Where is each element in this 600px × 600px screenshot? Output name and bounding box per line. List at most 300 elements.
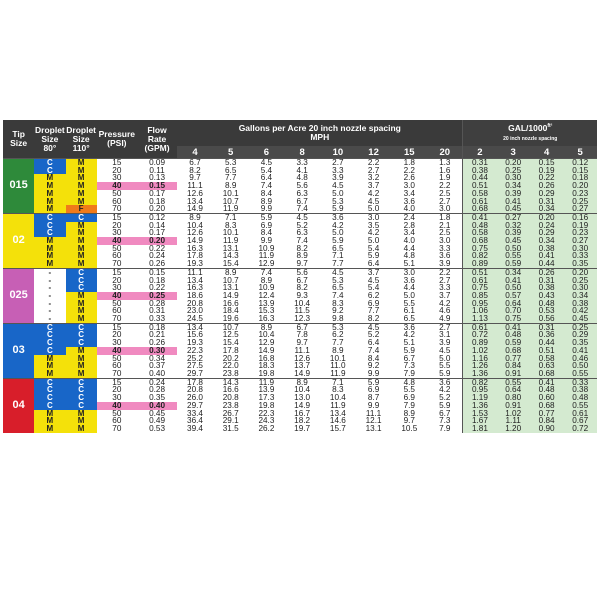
- gpa-cell: 22.0: [222, 362, 239, 370]
- flow-rate-cell: 0.18: [149, 197, 165, 206]
- gpa-cell: 9.7: [403, 417, 415, 425]
- gpa-cell: 11.9: [330, 401, 346, 410]
- table-row: [3, 362, 597, 370]
- gpa-cell: 36.4: [187, 417, 203, 425]
- gpa-cell: 17.8: [222, 346, 239, 355]
- gpa-cell: 24.3: [258, 417, 275, 425]
- gpa-cell: 13.4: [187, 276, 203, 285]
- droplet-110-cell: M: [66, 167, 97, 175]
- pressure-cell: 50: [112, 354, 122, 363]
- gpa-cell: 3.6: [427, 378, 463, 386]
- gal-cell: 0.58: [530, 355, 563, 363]
- gal-cell: 0.50: [496, 245, 529, 253]
- gpa-cell: 3.6: [403, 197, 415, 206]
- pressure-cell: 15: [97, 323, 137, 331]
- gpa-cell: 4.2: [439, 386, 451, 395]
- gpa-cell: 23.8: [222, 401, 239, 410]
- gpa-cell: 12.9: [258, 339, 275, 347]
- gal-cell: 0.48: [463, 222, 496, 230]
- flow-rate-cell: 0.25: [137, 292, 177, 300]
- gpa-cell: 5.4: [260, 166, 273, 175]
- gpa-cell: 6.7: [177, 159, 213, 167]
- droplet-80-cell: -: [34, 277, 65, 285]
- gpa-cell: 7.4: [260, 182, 273, 190]
- gpa-cell: 5.9: [249, 213, 285, 221]
- gpa-cell: 8.9: [249, 323, 285, 331]
- gal-cell: 0.44: [530, 260, 563, 268]
- tip-size-cell: 015: [3, 159, 34, 214]
- flow-rate-cell: 0.20: [149, 205, 165, 214]
- gal-cell: 0.43: [530, 292, 563, 300]
- gpa-cell: 5.0: [367, 205, 380, 214]
- gpa-cell: 7.7: [332, 260, 344, 269]
- gpa-cell: 12.1: [365, 417, 382, 425]
- mph-col-header: 5: [213, 146, 249, 158]
- gpa-cell: 2.7: [439, 276, 451, 285]
- gpa-cell: 33.4: [187, 409, 203, 418]
- pressure-cell: 70: [112, 424, 122, 433]
- gpa-cell: 13.1: [222, 244, 239, 253]
- gpa-cell: 31.5: [222, 424, 239, 433]
- gal-cell: 0.75: [463, 284, 496, 292]
- gpa-cell: 8.4: [260, 229, 273, 238]
- gpa-cell: 10.5: [401, 424, 418, 433]
- gpa-cell: 9.2: [367, 362, 380, 370]
- gal-cell: 0.33: [563, 252, 597, 260]
- gpa-cell: 11.9: [223, 237, 239, 245]
- gpa-cell: 3.4: [403, 189, 415, 198]
- gpa-cell: 6.1: [403, 307, 415, 316]
- gal-cell: 0.58: [463, 229, 496, 237]
- mph-col-header: 8: [284, 146, 320, 158]
- table-row: [3, 323, 597, 331]
- gpa-cell: 10.4: [294, 386, 311, 395]
- spray-table: [3, 120, 597, 433]
- gal-cell: 0.91: [496, 370, 529, 378]
- gpa-cell: 27.5: [187, 362, 203, 370]
- pressure-cell: 70: [112, 260, 122, 269]
- gpa-cell: 13.4: [177, 323, 213, 331]
- gpa-cell: 2.1: [439, 221, 451, 230]
- table-row: [3, 277, 597, 285]
- gpa-cell: 3.6: [391, 323, 427, 331]
- gpa-cell: 8.9: [260, 197, 273, 206]
- gpa-cell: 5.0: [332, 189, 344, 198]
- gpa-cell: 20.2: [222, 354, 239, 363]
- gpa-cell: 3.7: [439, 291, 451, 300]
- droplet-110-cell: C: [66, 386, 97, 394]
- gpa-cell: 2.7: [367, 166, 380, 175]
- droplet-80-cell: -: [34, 300, 65, 308]
- gpa-cell: 15.4: [222, 260, 239, 269]
- gpa-cell: 4.5: [320, 268, 356, 276]
- gpa-cell: 3.3: [332, 166, 344, 175]
- pressure-cell: 20: [112, 331, 122, 340]
- gpa-cell: 7.7: [225, 174, 237, 183]
- flow-rate-cell: 0.28: [149, 299, 165, 308]
- gal-cell: 0.20: [563, 182, 597, 190]
- gal-cell: 0.82: [463, 252, 496, 260]
- gpa-cell: 14.6: [329, 417, 346, 425]
- gal-cell: 0.20: [530, 213, 563, 221]
- pressure-cell: 20: [112, 221, 122, 230]
- droplet-110-cell: M: [66, 370, 97, 378]
- droplet-80-cell: M: [34, 205, 65, 213]
- gpa-cell: 15.3: [258, 307, 275, 316]
- gal-cell: 0.90: [530, 425, 563, 433]
- gpa-cell: 12.6: [294, 354, 311, 363]
- gpa-cell: 9.7: [296, 260, 308, 269]
- gpa-cell: 1.3: [427, 159, 463, 167]
- gpa-cell: 9.2: [332, 307, 344, 316]
- droplet-80-cell: -: [34, 307, 65, 315]
- droplet-110-cell: M: [66, 159, 97, 167]
- gpa-cell: 8.2: [296, 284, 308, 292]
- gpa-cell: 16.8: [258, 354, 275, 363]
- gpa-cell: 11.5: [294, 307, 310, 316]
- flow-rate-cell: 0.37: [149, 362, 165, 370]
- droplet-80-cell: C: [34, 323, 65, 331]
- table-row: [3, 190, 597, 198]
- gpa-cell: 2.5: [439, 189, 451, 198]
- gal-cell: 0.29: [563, 331, 597, 339]
- gal-cell: 0.38: [563, 386, 597, 394]
- droplet-80-cell: M: [34, 190, 65, 198]
- gal-cell: 0.38: [463, 167, 496, 175]
- gpa-cell: 4.4: [403, 244, 415, 253]
- flow-rate-cell: 0.15: [137, 182, 177, 190]
- flow-rate-cell: 0.11: [149, 166, 165, 175]
- gpa-cell: 7.4: [367, 346, 380, 355]
- pressure-cell: 40: [97, 347, 137, 355]
- gpa-cell: 16.3: [187, 244, 203, 253]
- gpa-cell: 5.1: [403, 260, 415, 269]
- table-row: [3, 417, 597, 425]
- gpa-cell: 8.9: [296, 252, 308, 261]
- gpa-cell: 5.9: [439, 369, 451, 378]
- gpa-cell: 17.8: [187, 252, 203, 261]
- pressure-cell: 50: [112, 244, 122, 253]
- gal-cell: 0.68: [496, 347, 529, 355]
- gpa-cell: 13.4: [329, 409, 346, 418]
- table-row: [3, 167, 597, 175]
- pressure-cell: 60: [112, 307, 122, 316]
- gpa-cell: 17.3: [258, 394, 275, 402]
- gal-cell: 0.20: [496, 159, 529, 167]
- gpa-cell: 14.9: [187, 237, 203, 245]
- gpa-cell: 3.9: [439, 339, 451, 347]
- gpa-cell: 3.3: [284, 159, 320, 167]
- gpa-cell: 22.3: [187, 346, 203, 355]
- droplet-110-cell: C: [66, 277, 97, 285]
- gpa-cell: 5.5: [439, 362, 451, 370]
- droplet-110-cell: M: [66, 315, 97, 323]
- gpa-cell: 7.1: [320, 378, 356, 386]
- droplet-110-cell: C: [66, 378, 97, 386]
- gal-cell: 1.19: [463, 394, 496, 402]
- gpa-cell: 5.3: [332, 197, 344, 206]
- gal-cell: 1.02: [496, 410, 529, 418]
- flow-rate-cell: 0.53: [149, 424, 165, 433]
- flow-rate-cell: 0.31: [149, 307, 165, 316]
- gal-cell: 0.22: [530, 174, 563, 182]
- pressure-cell: 15: [97, 159, 137, 167]
- gpa-cell: 4.5: [367, 197, 380, 206]
- gpa-cell: 11.1: [294, 346, 310, 355]
- gal-cell: 0.25: [563, 277, 597, 285]
- gal-cell: 0.42: [563, 307, 597, 315]
- gpa-cell: 5.9: [332, 205, 344, 214]
- gpa-cell: 9.8: [332, 315, 344, 324]
- gal-cell: 0.18: [563, 174, 597, 182]
- gal-cell: 0.89: [463, 260, 496, 268]
- gal-cell: 0.64: [496, 386, 529, 394]
- gpa-cell: 19.7: [294, 424, 311, 433]
- gpa-cell: 3.2: [367, 174, 380, 183]
- gpa-cell: 10.4: [329, 394, 346, 402]
- gpa-cell: 5.9: [367, 252, 380, 261]
- gpa-cell: 3.7: [356, 268, 392, 276]
- droplet-110-cell: C: [66, 323, 97, 331]
- gpa-cell: 14.9: [258, 346, 275, 355]
- table-row: [3, 378, 597, 386]
- gal-cell: 0.77: [496, 355, 529, 363]
- gpa-cell: 9.9: [367, 369, 380, 378]
- gal-cell: 0.50: [563, 362, 597, 370]
- gal-col-header: 3: [496, 146, 529, 158]
- gal-cell: 0.25: [563, 198, 597, 206]
- gal-cell: 0.35: [563, 260, 597, 268]
- gal-cell: 0.45: [563, 315, 597, 323]
- gpa-cell: 15.4: [222, 339, 239, 347]
- gpa-cell: 8.2: [367, 315, 380, 324]
- gpa-cell: 8.2: [296, 244, 308, 253]
- droplet-110-cell: C: [66, 284, 97, 292]
- gpa-cell: 8.9: [177, 213, 213, 221]
- table-row: [3, 339, 597, 347]
- table-row: [3, 198, 597, 206]
- gal-cell: 1.06: [463, 307, 496, 315]
- droplet-110-cell: C: [66, 213, 97, 221]
- droplet-110-cell: M: [66, 174, 97, 182]
- gal-cell: 0.39: [496, 229, 529, 237]
- table-row: [3, 159, 597, 167]
- gal-cell: 1.13: [463, 315, 496, 323]
- droplet-110-cell: M: [66, 222, 97, 230]
- gpa-cell: 7.8: [296, 331, 308, 340]
- gal-col-header: 5: [563, 146, 597, 158]
- droplet-80-cell: C: [34, 386, 65, 394]
- gpa-cell: 14.9: [222, 291, 239, 300]
- droplet-80-cell: C: [34, 159, 65, 167]
- pressure-cell: 60: [112, 197, 122, 206]
- gpa-cell: 7.3: [439, 417, 451, 425]
- gal-cell: 0.53: [530, 307, 563, 315]
- gpa-cell: 4.8: [296, 174, 308, 183]
- gpa-cell: 4.0: [403, 205, 415, 214]
- gpa-cell: 16.3: [258, 315, 275, 324]
- pressure-cell: 30: [112, 339, 122, 347]
- gpa-cell: 19.3: [187, 260, 203, 269]
- gal-cell: 0.55: [563, 402, 597, 410]
- gpa-cell: 8.9: [332, 346, 344, 355]
- gpa-cell: 10.4: [258, 331, 275, 340]
- gal-cell: 0.19: [563, 222, 597, 230]
- gal-cell: 0.34: [496, 268, 529, 276]
- flow-rate-cell: 0.24: [137, 378, 177, 386]
- gal-cell: 0.30: [496, 174, 529, 182]
- droplet-110-cell: M: [66, 425, 97, 433]
- gal-col-header: 4: [530, 146, 563, 158]
- gpa-cell: 29.7: [187, 401, 203, 410]
- gal-cell: 0.23: [563, 229, 597, 237]
- gpa-cell: 6.3: [296, 189, 308, 198]
- gal-cell: 0.44: [530, 339, 563, 347]
- gpa-cell: 8.7: [367, 394, 380, 402]
- flow-rate-cell: 0.49: [149, 417, 165, 425]
- pressure-cell: 40: [97, 402, 137, 410]
- table-row: [3, 394, 597, 402]
- flow-rate-cell: 0.30: [137, 347, 177, 355]
- gpa-cell: 23.0: [187, 307, 203, 316]
- gpa-cell: 11.1: [187, 182, 203, 190]
- droplet-80-cell: -: [34, 292, 65, 300]
- gal-cell: 0.55: [496, 378, 529, 386]
- gal-cell: 0.55: [496, 252, 529, 260]
- gpa-cell: 13.9: [258, 299, 275, 308]
- gpa-cell: 5.3: [320, 323, 356, 331]
- droplet-110-cell: M: [66, 410, 97, 418]
- gpa-cell: 5.3: [213, 159, 249, 167]
- gpa-cell: 19.6: [222, 315, 239, 324]
- gpa-cell: 7.4: [249, 268, 285, 276]
- gal-cell: 0.72: [563, 425, 597, 433]
- gal-cell: 0.57: [496, 292, 529, 300]
- gpa-cell: 3.9: [332, 174, 344, 183]
- droplet-110-cell: C: [66, 331, 97, 339]
- gal-cell: 0.51: [463, 182, 496, 190]
- gal-cell: 0.68: [463, 237, 496, 245]
- droplet-110-cell: M: [66, 198, 97, 206]
- gpa-cell: 3.0: [439, 237, 451, 245]
- droplet-80-cell: -: [34, 268, 65, 276]
- droplet-110-cell: M: [66, 245, 97, 253]
- droplet-110-cell: M: [66, 347, 97, 355]
- gpa-cell: 10.7: [222, 276, 239, 285]
- gpa-cell: 8.9: [213, 268, 249, 276]
- gal-cell: 0.25: [563, 323, 597, 331]
- gpa-cell: 8.4: [367, 354, 380, 363]
- flow-rate-cell: 0.33: [149, 315, 165, 324]
- gal-cell: 0.27: [563, 205, 597, 213]
- gpa-cell: 16.6: [222, 386, 239, 395]
- droplet-110-cell: M: [66, 292, 97, 300]
- flow-rate-cell: 0.45: [149, 409, 165, 418]
- gal-cell: 0.41: [563, 347, 597, 355]
- gal-cell: 0.31: [530, 277, 563, 285]
- gpa-cell: 7.4: [296, 205, 308, 214]
- gal-cell: 1.67: [463, 417, 496, 425]
- table-row: [3, 222, 597, 230]
- gal-cell: 0.36: [530, 331, 563, 339]
- gpa-cell: 18.3: [258, 362, 275, 370]
- droplet-110-cell: M: [66, 362, 97, 370]
- gal-cell: 0.19: [530, 167, 563, 175]
- droplet-110-cell: M: [66, 237, 97, 245]
- gal-cell: 0.31: [530, 198, 563, 206]
- gal-cell: 0.26: [530, 182, 563, 190]
- droplet-80-cell: C: [34, 222, 65, 230]
- gal-cell: 0.75: [496, 315, 529, 323]
- gpa-cell: 6.9: [367, 299, 380, 308]
- gal-cell: 0.48: [530, 300, 563, 308]
- flow-rate-cell: 0.17: [149, 189, 165, 198]
- gpa-cell: 12.5: [222, 331, 239, 340]
- gpa-cell: 8.4: [260, 189, 273, 198]
- gpa-cell: 4.1: [296, 166, 308, 175]
- gpa-cell: 12.6: [187, 229, 203, 238]
- gpa-cell: 23.8: [222, 369, 239, 378]
- table-row: [3, 237, 597, 245]
- droplet-80-header: Droplet Size 80°: [34, 120, 65, 159]
- gpa-cell: 9.3: [296, 291, 308, 300]
- gpa-cell: 3.0: [356, 213, 392, 221]
- gpa-cell: 16.3: [187, 284, 203, 292]
- gpa-cell: 7.7: [367, 307, 380, 316]
- gal-cell: 0.45: [496, 205, 529, 213]
- droplet-110-cell: C: [66, 339, 97, 347]
- gpa-cell: 29.7: [187, 369, 203, 378]
- gpa-cell: 5.4: [367, 244, 380, 253]
- gal-cell: 0.34: [496, 182, 529, 190]
- gal-cell: 0.30: [563, 245, 597, 253]
- droplet-80-cell: M: [34, 174, 65, 182]
- gpa-cell: 7.7: [332, 339, 344, 347]
- gpa-cell: 7.9: [403, 401, 415, 410]
- gpa-cell: 9.9: [260, 237, 273, 245]
- table-row: [3, 260, 597, 268]
- gal-cell: 0.29: [530, 229, 563, 237]
- gpa-cell: 6.9: [403, 394, 415, 402]
- tip-size-cell: 03: [3, 323, 34, 378]
- gpa-cell: 3.4: [403, 229, 415, 238]
- gal-cell: 0.91: [496, 402, 529, 410]
- pressure-cell: 60: [112, 362, 122, 370]
- mph-col-header: 10: [320, 146, 356, 158]
- gal-cell: 0.80: [496, 394, 529, 402]
- gpa-cell: 2.4: [391, 213, 427, 221]
- gpa-cell: 2.2: [439, 182, 451, 190]
- gpa-cell: 5.4: [367, 284, 380, 292]
- gal-cell: 0.95: [463, 386, 496, 394]
- gpa-cell: 12.4: [258, 291, 275, 300]
- flow-rate-cell: 0.09: [137, 159, 177, 167]
- gpa-cell: 39.4: [187, 424, 203, 433]
- gpa-cell: 4.5: [249, 159, 285, 167]
- flow-rate-cell: 0.28: [149, 386, 165, 395]
- gpa-cell: 4.5: [332, 182, 344, 190]
- gpa-cell: 2.2: [356, 159, 392, 167]
- gpa-cell: 26.7: [222, 409, 239, 418]
- gal-cell: 1.36: [463, 402, 496, 410]
- gpa-cell: 2.8: [403, 221, 415, 230]
- gal-cell: 0.63: [530, 362, 563, 370]
- gal-cell: 0.20: [563, 268, 597, 276]
- gpa-cell: 13.9: [258, 386, 275, 395]
- flow-rate-cell: 0.20: [137, 237, 177, 245]
- droplet-80-cell: M: [34, 362, 65, 370]
- gal-cell: 0.59: [496, 260, 529, 268]
